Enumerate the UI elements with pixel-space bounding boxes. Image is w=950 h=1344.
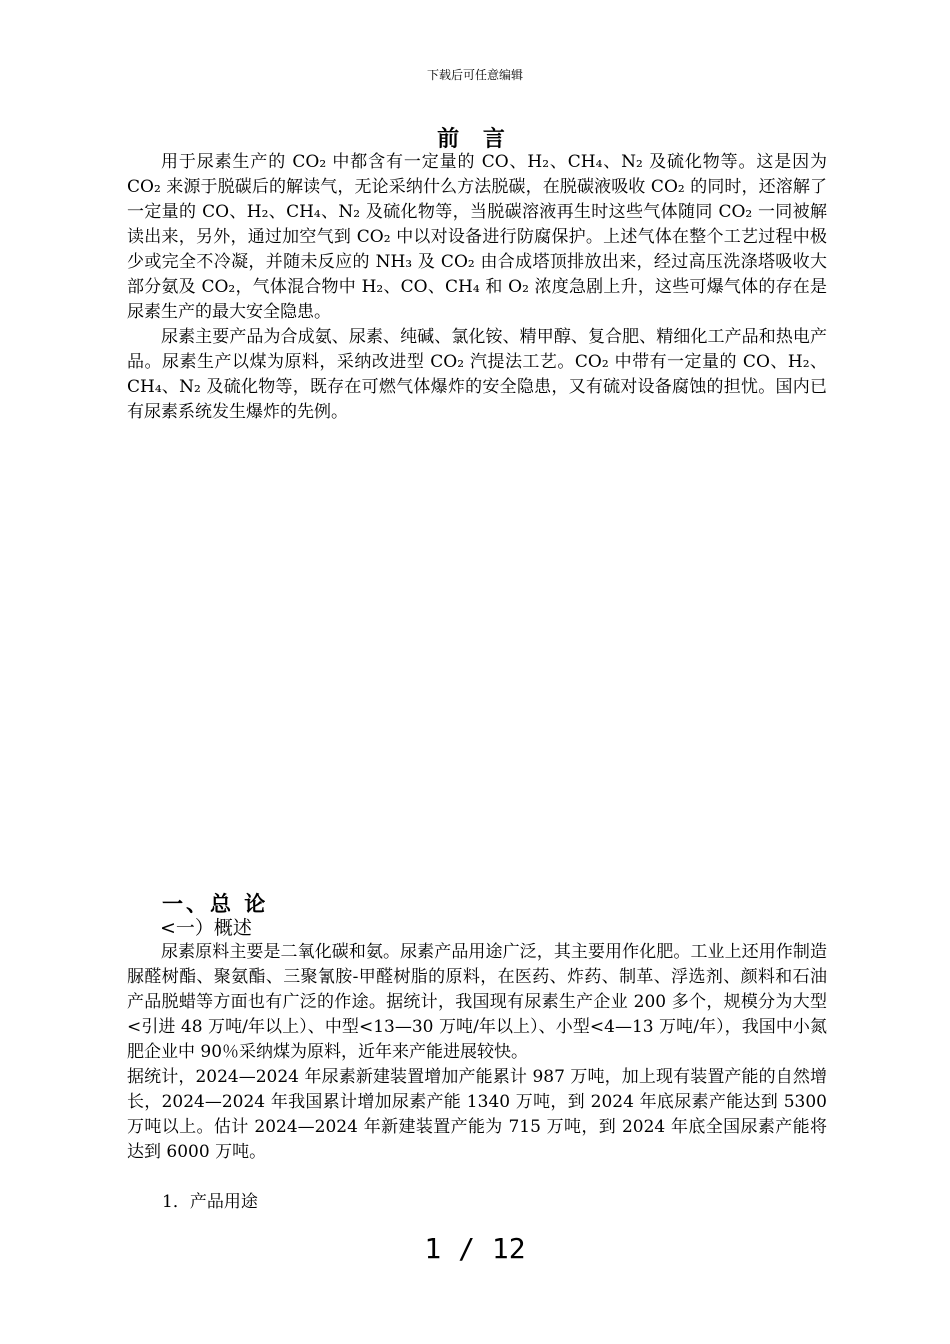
overview-paragraph-2: 据统计，2024—2024 年尿素新建装置增加产能累计 987 万吨，加上现有装置产能的自然增长，2024—2024 年我国累计增加尿素产能 1340 万吨，到 2024 年底尿素产能达到 5300 万吨以上。估计 2024—2024 年新建装置产能为 715 万吨，到 2024 年底全国尿素产能将达到 6000 万吨。 (127, 1067, 827, 1162)
preface-paragraph-1: 用于尿素生产的 CO₂ 中都含有一定量的 CO、H₂、CH₄、N₂ 及硫化物等。这是因为 CO₂ 来源于脱碳后的解读气，无论采纳什么方法脱碳，在脱碳液吸收 CO₂ 的同时，还溶解了一定量的 CO、H₂、CH₄、N₂ 及硫化物等，当脱碳溶液再生时这些气体随同 CO₂ 一同被解读出来，另外，通过加空气到 CO₂ 中以对设备进行防腐保护。上述气体在整个工艺过程中极少或完全不冷凝，并随未反应的 NH₃ 及 CO₂ 由合成塔顶排放出来，经过高压洗涤塔吸收大部分氨及 CO₂，气体混合物中 H₂、CO、CH₄ 和 O₂ 浓度急剧上升，这些可爆气体的存在是尿素生产的最大安全隐患。 (127, 152, 827, 322)
section-heading: 一、总 论 (162, 892, 269, 916)
list-item-product-use: 1．产品用途 (162, 1192, 258, 1212)
subsection-heading: <一）概述 (160, 917, 252, 939)
overview-paragraph-1: 尿素原料主要是二氧化碳和氨。尿素产品用途广泛，其主要用作化肥。工业上还用作制造脲醛树酯、聚氨酯、三聚氰胺-甲醛树脂的原料，在医药、炸药、制革、浮选剂、颜料和石油产品脱蜡等方面也有广泛的作途。据统计，我国现有尿素生产企业 200 多个，规模分为大型<引进 48 万吨/年以上）、中型<13—30 万吨/年以上）、小型<4—13 万吨/年），我国中小氮肥企业中 90％采纳煤为原料，近年来产能进展较快。 (127, 942, 827, 1062)
header-note: 下载后可任意编辑 (426, 68, 523, 82)
page-number: 1 / 12 (424, 1232, 526, 1265)
overview-body (127, 940, 827, 1165)
preface-body (127, 150, 827, 425)
page-title: 前 言 (437, 126, 513, 152)
preface-paragraph-2: 尿素主要产品为合成氨、尿素、纯碱、氯化铵、精甲醇、复合肥、精细化工产品和热电产品。尿素生产以煤为原料，采纳改进型 CO₂ 汽提法工艺。CO₂ 中带有一定量的 CO、H₂、CH₄、N₂ 及硫化物等，既存在可燃气体爆炸的安全隐患，又有硫对设备腐蚀的担忧。国内已有尿素系统发生爆炸的先例。 (127, 327, 827, 422)
